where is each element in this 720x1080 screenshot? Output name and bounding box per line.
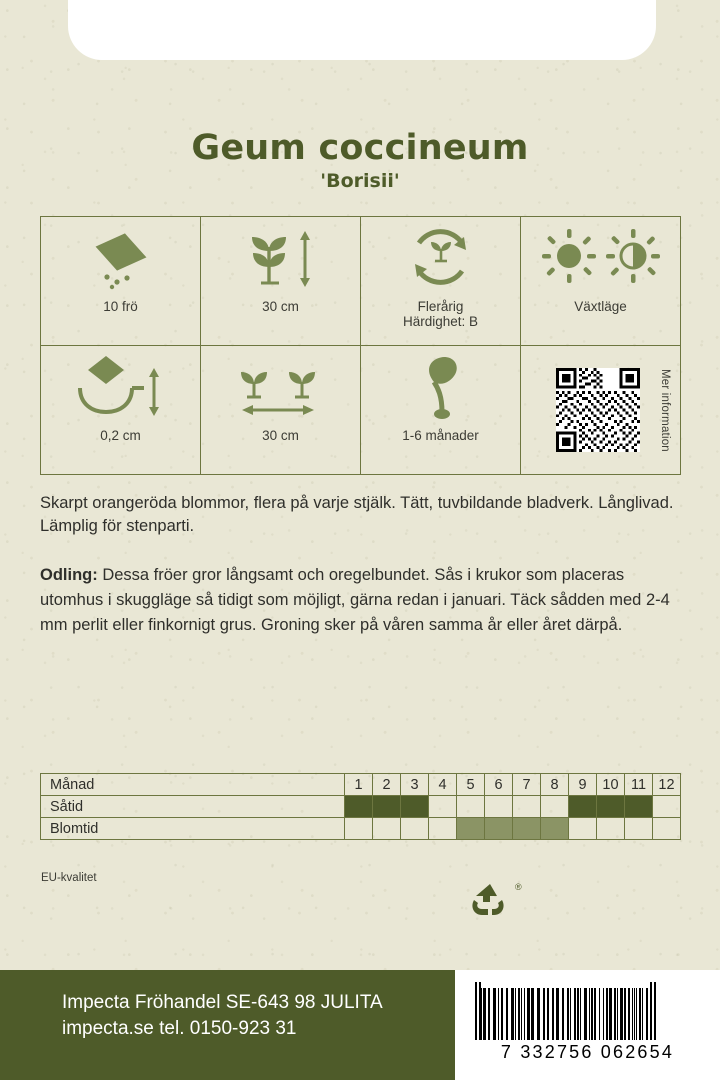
- lifecycle-line1: Flerårig: [417, 299, 464, 314]
- page-title: Geum coccineum: [191, 128, 529, 168]
- month-header-4: 4: [429, 774, 457, 796]
- cell-lifecycle: [361, 217, 521, 346]
- icon-table-row-2: [41, 346, 681, 475]
- barcode-area: [455, 970, 720, 1080]
- germination-sprout-icon: [361, 346, 520, 428]
- more-information-vertical-label: Mer information: [659, 368, 671, 452]
- sowing-cell-4: [429, 796, 457, 818]
- sowing-cell-9: [569, 796, 597, 818]
- cell-germination-time: [361, 346, 521, 475]
- sowing-cell-11: [625, 796, 653, 818]
- month-header-5: 5: [457, 774, 485, 796]
- recycle-arrows-icon: [466, 878, 526, 922]
- sowing-cell-12: [653, 796, 681, 818]
- cell-light-position: [521, 217, 681, 346]
- plant-spacing-icon: [201, 346, 360, 428]
- month-header-label: Månad: [41, 774, 345, 796]
- sowing-depth-label: 0,2 cm: [100, 428, 141, 443]
- lifecycle-line2: Härdighet: B: [402, 314, 479, 329]
- month-header-2: 2: [373, 774, 401, 796]
- seed-count-label: 10 frö: [103, 299, 138, 314]
- perennial-cycle-icon: [361, 217, 520, 299]
- table-row-flowering: [41, 818, 681, 840]
- plant-spacing-label: 30 cm: [262, 428, 299, 443]
- company-line-2: impecta.se tel. 0150-923 31: [62, 1018, 297, 1039]
- table-row-sowing: [41, 796, 681, 818]
- sowing-cell-8: [541, 796, 569, 818]
- flowering-cell-7: [513, 818, 541, 840]
- flowering-cell-8: [541, 818, 569, 840]
- flowering-cell-10: [597, 818, 625, 840]
- cell-plant-spacing: [201, 346, 361, 475]
- month-header-1: 1: [345, 774, 373, 796]
- company-address: [62, 990, 383, 1042]
- cell-more-information[interactable]: [521, 346, 681, 475]
- company-line-1: Impecta Fröhandel SE-643 98 JULITA: [62, 992, 383, 1013]
- sowing-depth-icon: [41, 346, 200, 428]
- month-header-row: [41, 774, 681, 796]
- lifecycle-label: [403, 299, 478, 329]
- cell-seed-count: [41, 217, 201, 346]
- barcode-digits: 7 332756 062654: [500, 1042, 675, 1062]
- plant-height-icon: [201, 217, 360, 299]
- title-area: [0, 128, 720, 192]
- icon-table-row-1: [41, 217, 681, 346]
- cell-sowing-depth: [41, 346, 201, 475]
- sowing-row-label: Såtid: [41, 796, 345, 818]
- description-text: Skarpt orangeröda blommor, flera på varje stjälk. Tätt, tuvbildande bladverk. Långlivad. Lämplig för stenparti.: [40, 494, 674, 535]
- sowing-cell-3: [401, 796, 429, 818]
- flowering-cell-9: [569, 818, 597, 840]
- flowering-cell-12: [653, 818, 681, 840]
- month-header-10: 10: [597, 774, 625, 796]
- barcode-bars: [475, 982, 700, 1040]
- sowing-cell-2: [373, 796, 401, 818]
- cultivation-text: Dessa fröer gror långsamt och oregelbundet. Sås i krukor som placeras utomhus i skuggläge så tidigt som möjligt, gärna redan i januari. Täck sådden med 2-4 mm perlit eller finkornigt grus. Groning sker på våren samma år eller året därpå.: [40, 566, 670, 634]
- sowing-cell-7: [513, 796, 541, 818]
- flowering-cell-4: [429, 818, 457, 840]
- flowering-cell-5: [457, 818, 485, 840]
- month-header-8: 8: [541, 774, 569, 796]
- month-header-9: 9: [569, 774, 597, 796]
- flowering-cell-1: [345, 818, 373, 840]
- sowing-cell-1: [345, 796, 373, 818]
- flowering-cell-11: [625, 818, 653, 840]
- month-header-12: 12: [653, 774, 681, 796]
- seed-packet-pouring-icon: [41, 217, 200, 299]
- month-header-3: 3: [401, 774, 429, 796]
- qr-code-icon[interactable]: [556, 368, 640, 452]
- sowing-cell-6: [485, 796, 513, 818]
- flowering-row-label: Blomtid: [41, 818, 345, 840]
- sun-and-half-sun-icon: [521, 217, 680, 299]
- month-header-11: 11: [625, 774, 653, 796]
- cultivar-subtitle: 'Borisii': [320, 170, 400, 192]
- svg-text:®: ®: [515, 882, 522, 892]
- flowering-cell-6: [485, 818, 513, 840]
- cultivation-block: [40, 563, 690, 638]
- flowering-cell-3: [401, 818, 429, 840]
- cultivation-label: Odling:: [40, 566, 98, 584]
- plant-height-label: 30 cm: [262, 299, 299, 314]
- month-header-7: 7: [513, 774, 541, 796]
- month-header-6: 6: [485, 774, 513, 796]
- sowing-cell-10: [597, 796, 625, 818]
- footer-bar: [0, 970, 720, 1080]
- flowering-cell-2: [373, 818, 401, 840]
- light-position-label: Växtläge: [574, 299, 627, 314]
- cell-plant-height: [201, 217, 361, 346]
- icon-info-table: [40, 216, 681, 475]
- packet-top-notch: [68, 0, 656, 60]
- germination-time-label: 1-6 månader: [402, 428, 479, 443]
- sowing-flowering-month-table: [40, 773, 681, 840]
- sowing-cell-5: [457, 796, 485, 818]
- eu-quality-label: EU-kvalitet: [41, 872, 97, 884]
